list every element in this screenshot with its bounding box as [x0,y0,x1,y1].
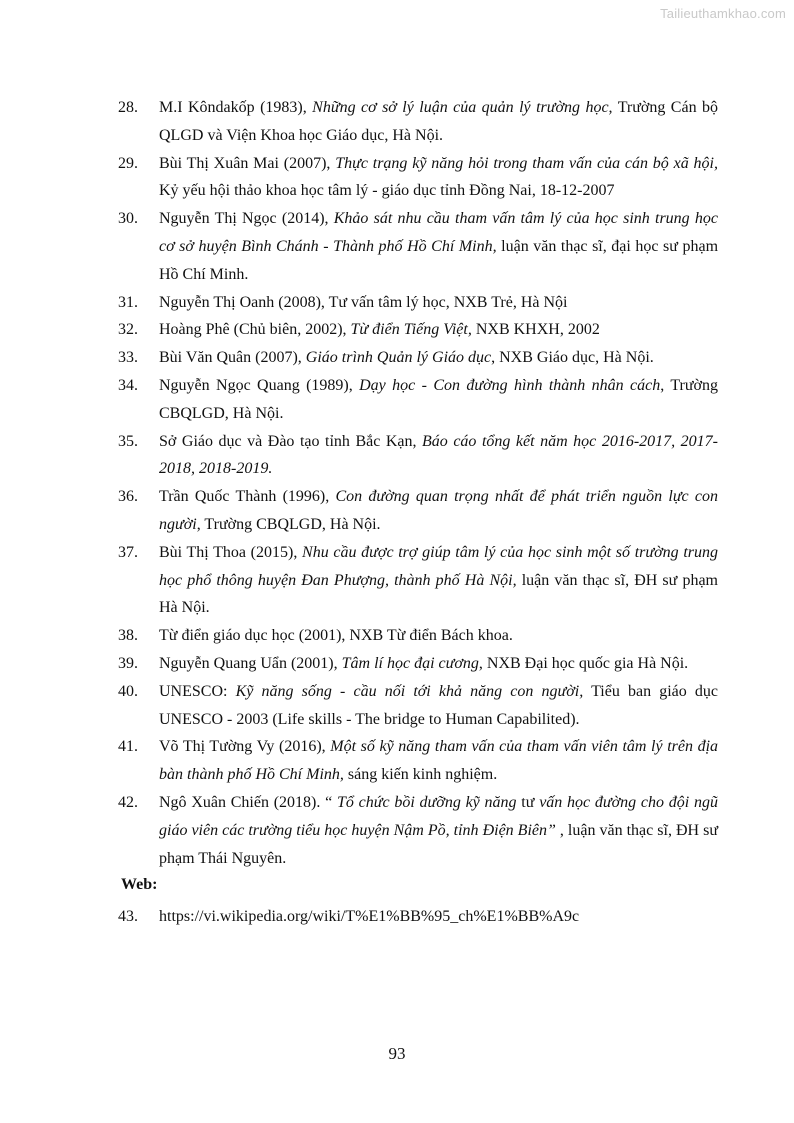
reference-text: , Trường CBQLGD, Hà Nội. [196,515,381,533]
reference-text: Trần Quốc Thành (1996), [159,488,336,506]
reference-text: Hoàng Phê (Chủ biên, 2002), [159,321,351,339]
reference-text: , NXB Đại học quốc gia Hà Nội. [478,654,689,672]
reference-number: 33. [118,349,138,367]
reference-text: Trường Cán bộ QLGD và Viện Khoa học Giáo dục, Hà Nội. [159,99,719,144]
reference-title: Những cơ sở lý luận của quản lý trường học, [312,99,613,116]
reference-title: Một số kỹ năng tham vấn của tham vấn viên tâm lý trên địa bàn thành phố Hồ Chí Minh, [159,738,719,784]
reference-item [118,650,718,678]
reference-number: 36. [118,488,138,506]
reference-title: Kỹ năng sống - cầu nối tới khả năng con người, [235,682,584,700]
reference-text: M.I Kôndakốp (1983), [159,99,313,116]
reference-number: 28. [118,99,138,116]
reference-item [118,150,718,206]
reference-text: Tiểu ban giáo dục UNESCO - 2003 (Life skills - The bridge to Human Capabilited). [159,682,718,728]
web-reference-list [118,903,718,931]
reference-text: Bùi Thị Xuân Mai (2007), [159,154,336,172]
reference-item [118,289,718,317]
reference-number: 40. [118,682,138,700]
reference-text: Võ Thị Tường Vy (2016), [159,738,331,756]
reference-item [118,789,718,872]
reference-text: UNESCO: [159,682,236,700]
reference-item [118,678,718,734]
reference-text: Nguyễn Ngọc Quang (1989), [159,376,360,394]
reference-item [118,344,718,372]
reference-text: sáng kiến kinh nghiệm. [343,766,498,784]
reference-title: Thực trạng kỹ năng hỏi trong tham vấn của cán bộ xã hội, [335,154,718,172]
reference-text: Nguyễn Thị Oanh (2008), Tư vấn tâm lý học, NXB Trẻ, Hà Nội [159,293,568,311]
reference-text: Nguyễn Thị Ngọc (2014), [159,210,334,228]
reference-number: 35. [118,432,138,450]
reference-text: Từ điển giáo dục học (2001), NXB Từ điển Bách khoa. [159,627,513,645]
page-number: 93 [388,1044,406,1063]
reference-number: 42. [118,793,138,811]
reference-text: Nguyễn Quang Uẩn (2001), [159,654,342,672]
reference-title: vấn học đường cho đội ngũ giáo viên các trường tiểu học huyện Nậm Pồ, tỉnh Điện Biên” [159,793,719,839]
reference-item [118,428,718,484]
reference-text: Ngô Xuân Chiến (2018). “ [159,793,337,811]
reference-list [118,94,718,872]
reference-text: , Trường CBQLGD, Hà Nội. [159,376,718,422]
reference-number: 37. [118,543,138,561]
reference-item [118,372,718,428]
reference-text: luận văn thạc sĩ, đại học sư phạm Hồ Chí Minh. [159,237,719,283]
reference-title: Báo cáo tổng kết năm học 2016-2017, 2017-2018, 2018-2019. [159,432,718,478]
watermark: Tailieuthamkhao.com [660,6,786,21]
reference-item [118,205,718,288]
reference-item [118,316,718,344]
reference-title: Từ điển Tiếng Việt, [350,321,472,339]
reference-title: Tổ chức bồi dưỡng kỹ năng [337,793,517,811]
web-section-heading: Web: [121,876,158,893]
reference-title: Khảo sát nhu cầu tham vấn tâm lý của học sinh trung học cơ sở huyện Bình Chánh - Thành phố Hồ Chí Minh, [159,210,718,255]
reference-title: Con đường quan trọng nhất để phát triển nguồn lực con người [159,488,718,533]
reference-number: 41. [118,738,138,756]
reference-text: luận văn thạc sĩ, ĐH sư phạm Hà Nội. [159,571,718,617]
reference-item [118,483,718,539]
reference-text: Kỷ yếu hội thảo khoa học tâm lý - giáo dục tỉnh Đồng Nai, 18-12-2007 [159,182,615,200]
reference-item [118,622,718,650]
reference-text: NXB KHXH, 2002 [471,321,600,339]
reference-text: tư [516,793,540,811]
reference-title: Tâm lí học đại cương [341,654,479,672]
reference-number: 38. [118,627,138,645]
reference-text: , NXB Giáo dục, Hà Nội. [491,349,654,367]
reference-title: Dạy học - Con đường hình thành nhân cách [359,376,661,394]
reference-text: Bùi Văn Quân (2007), [159,349,306,367]
reference-number: 32. [118,321,138,339]
reference-text: , luận văn thạc sĩ, ĐH sư phạm Thái Nguyên. [159,821,718,867]
reference-title: Nhu cầu được trợ giúp tâm lý của học sinh một số trường trung học phổ thông huyện Đan Phượng, thành phố Hà Nội, [159,543,718,589]
reference-number: 39. [118,654,138,672]
reference-title: Giáo trình Quản lý Giáo dục [305,349,492,367]
reference-number: 43. [118,908,138,925]
reference-number: 30. [118,210,138,228]
reference-number: 29. [118,154,138,172]
reference-number: 31. [118,293,138,311]
web-reference-item [118,903,718,931]
reference-url: https://vi.wikipedia.org/wiki/T%E1%BB%95_ch%E1%BB%A9c [159,908,580,925]
reference-text: Sở Giáo dục và Đào tạo tỉnh Bắc Kạn, [159,432,423,450]
reference-text: Bùi Thị Thoa (2015), [159,543,303,561]
reference-item [118,94,718,150]
reference-item [118,539,718,622]
reference-number: 34. [118,376,138,394]
reference-item [118,733,718,789]
